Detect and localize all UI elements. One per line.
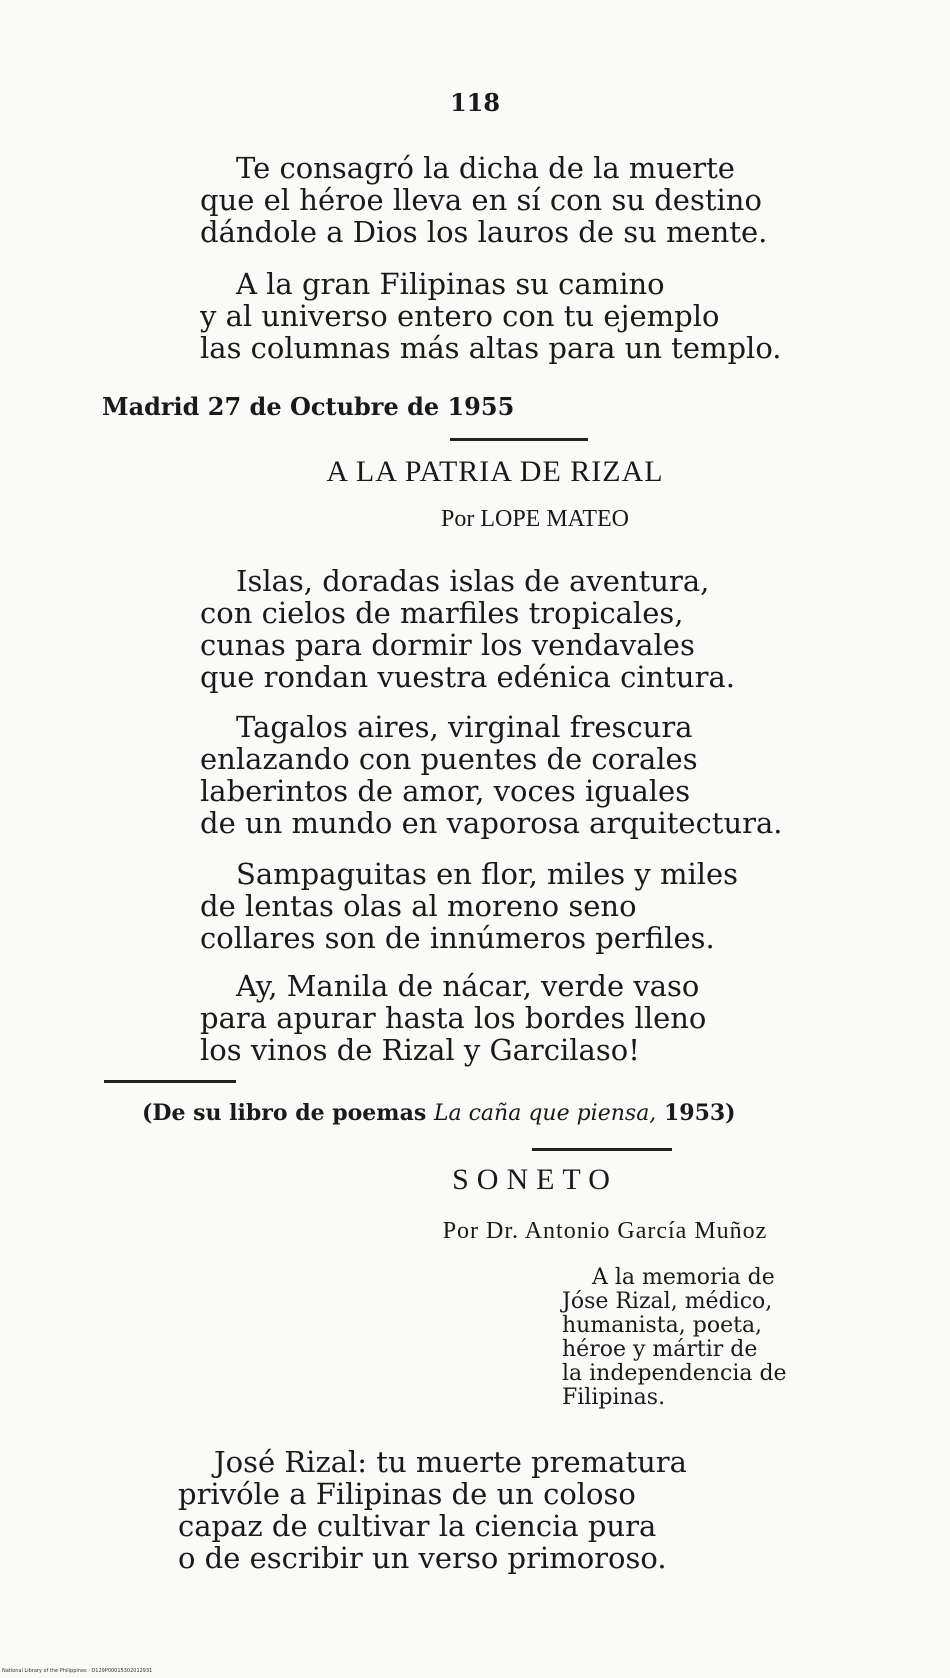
poem1-stanza-1 bbox=[200, 152, 767, 248]
dedication bbox=[562, 1266, 787, 1410]
verse-line: laberintos de amor, voces iguales bbox=[200, 774, 691, 808]
poem3-author: Por Dr. Antonio García Muñoz bbox=[442, 1218, 768, 1244]
dedication-line: la independencia de bbox=[562, 1361, 787, 1386]
poem3-title: SONETO bbox=[452, 1163, 618, 1196]
section-divider bbox=[532, 1148, 672, 1151]
poem2-stanza-1 bbox=[200, 565, 735, 693]
verse-line: Ay, Manila de nácar, verde vaso bbox=[236, 969, 700, 1003]
poem1-stanza-2 bbox=[200, 268, 782, 364]
source-citation bbox=[142, 1100, 736, 1126]
verse-line: cunas para dormir los vendavales bbox=[200, 628, 695, 662]
poem2-stanza-4 bbox=[200, 970, 706, 1066]
verse-line: de lentas olas al moreno seno bbox=[200, 889, 637, 923]
verse-line: dándole a Dios los lauros de su mente. bbox=[200, 215, 768, 249]
verse-line: Tagalos aires, virginal frescura bbox=[236, 710, 693, 744]
verse-line: enlazando con puentes de corales bbox=[200, 742, 698, 776]
page-number: 118 bbox=[449, 88, 501, 117]
verse-line: de un mundo en vaporosa arquitectura. bbox=[200, 806, 783, 840]
verse-line: que el héroe lleva en sí con su destino bbox=[200, 183, 762, 217]
dedication-line: Filipinas. bbox=[562, 1385, 666, 1410]
source-book-title: La caña que piensa, bbox=[433, 1101, 657, 1126]
verse-line: y al universo entero con tu ejemplo bbox=[200, 299, 720, 333]
place-date: Madrid 27 de Octubre de 1955 bbox=[102, 392, 515, 421]
dedication-line: Jóse Rizal, médico, bbox=[562, 1289, 773, 1314]
footnote-divider bbox=[104, 1080, 236, 1083]
poem2-stanza-3 bbox=[200, 858, 738, 954]
verse-line: que rondan vuestra edénica cintura. bbox=[200, 660, 735, 694]
verse-line: José Rizal: tu muerte prematura bbox=[214, 1445, 687, 1479]
verse-line: para apurar hasta los bordes lleno bbox=[200, 1001, 707, 1035]
source-prefix: (De su libro de poemas bbox=[142, 1100, 434, 1126]
verse-line: privóle a Filipinas de un coloso bbox=[178, 1477, 636, 1511]
verse-line: con cielos de marfiles tropicales, bbox=[200, 596, 684, 630]
verse-line: Sampaguitas en flor, miles y miles bbox=[236, 857, 739, 891]
verse-line: A la gran Filipinas su camino bbox=[236, 267, 665, 301]
verse-line: Te consagró la dicha de la muerte bbox=[236, 151, 735, 185]
verse-line: capaz de cultivar la ciencia pura bbox=[178, 1509, 657, 1543]
poem2-author: Por LOPE MATEO bbox=[440, 506, 629, 532]
dedication-line: héroe y mártir de bbox=[562, 1337, 758, 1362]
source-suffix: 1953) bbox=[656, 1100, 736, 1126]
verse-line: o de escribir un verso primoroso. bbox=[178, 1541, 667, 1575]
verse-line: collares son de innúmeros perfiles. bbox=[200, 921, 715, 955]
verse-line: las columnas más altas para un templo. bbox=[200, 331, 782, 365]
scan-footer: National Library of the Philippines · D129P00015302012931 bbox=[2, 1668, 153, 1674]
poem3-stanza-1 bbox=[178, 1446, 687, 1574]
verse-line: Islas, doradas islas de aventura, bbox=[236, 564, 710, 598]
dedication-line: A la memoria de bbox=[592, 1265, 775, 1290]
section-divider bbox=[450, 438, 588, 441]
dedication-line: humanista, poeta, bbox=[562, 1313, 763, 1338]
verse-line: los vinos de Rizal y Garcilaso! bbox=[200, 1033, 640, 1067]
poem2-stanza-2 bbox=[200, 711, 783, 839]
poem2-title: A LA PATRIA DE RIZAL bbox=[326, 455, 664, 488]
